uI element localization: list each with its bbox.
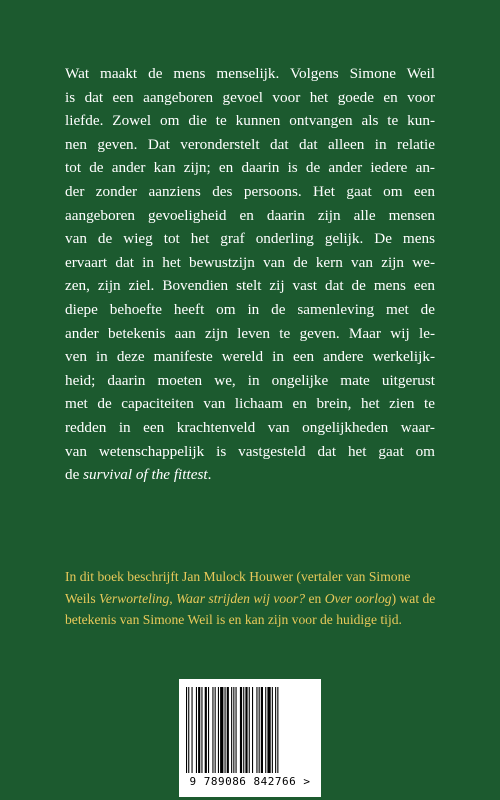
body-line: diepe behoefte heeft om in de samenleving met de [65, 300, 435, 318]
blurb-line: In dit boek beschrijft Jan Mulock Houwer (vertaler van Simone [65, 569, 411, 584]
body-line: ven in deze manifeste wereld in een andere werkelijk- [65, 348, 435, 366]
blurb-title-verworteling: Verworteling [99, 590, 170, 606]
barcode-bar [261, 687, 263, 773]
body-line: nen geven. Dat veronderstelt dat dat alleen in relatie [65, 135, 435, 153]
body-line: zen, zijn ziel. Bovendien stelt zij vast dat de mens een [65, 277, 435, 295]
barcode-bar [212, 687, 213, 773]
body-line: met de capaciteiten van lichaam en brein, het zien te [65, 395, 435, 413]
barcode-bar [272, 687, 273, 773]
barcode-bar [231, 687, 232, 773]
body-last-line [65, 463, 435, 487]
barcode-bar [205, 687, 207, 773]
body-last-prefix: de [65, 466, 84, 484]
barcode-bar [225, 687, 226, 773]
blurb-text: en [305, 590, 325, 606]
blurb-text: ) wat de [391, 590, 436, 606]
barcode-bar [256, 687, 257, 773]
barcode-bar [192, 687, 193, 773]
barcode-bar [249, 687, 250, 773]
barcode-bar [267, 687, 270, 773]
barcode-bar [208, 687, 209, 773]
barcode-bar [227, 687, 229, 773]
body-line: is dat een aangeboren gevoel voor het goede en voor [65, 88, 435, 106]
barcode-bar [186, 687, 187, 773]
barcode-digits: 9 789086 842766 > [189, 775, 311, 788]
barcode-bar [236, 687, 237, 773]
body-line: van wetenschappelijk is vastgesteld dat het gaat om [65, 442, 435, 460]
blurb-line [65, 588, 435, 610]
body-last-suffix: . [207, 466, 212, 484]
blurb-text: Weils [65, 590, 100, 606]
barcode-bar [275, 687, 276, 773]
barcode-bars [184, 687, 316, 773]
barcode-bar [215, 687, 216, 773]
barcode-bar [220, 687, 223, 773]
body-line: tot de ander kan zijn; en daarin is de ander iedere an- [65, 159, 435, 177]
barcode-bar [265, 687, 266, 773]
barcode-bar [259, 687, 260, 773]
barcode-bar [243, 687, 244, 773]
body-line: redden in een krachtenveld van ongelijkheden waar- [65, 418, 435, 436]
body-line: ervaart dat in het bewustzijn van de kern van zijn we- [65, 253, 435, 271]
barcode-bar [277, 687, 278, 773]
body-line: ander betekenis aan zijn leven te geven. Maar wij le- [65, 324, 435, 342]
blurb-title-waar-strijden: Waar strijden wij voor? [176, 590, 306, 606]
body-line: der zonder aanziens des persoons. Het gaat om een [65, 182, 435, 200]
barcode-bar [198, 687, 200, 773]
barcode-bar [218, 687, 219, 773]
body-last-italic: survival of the fittest [83, 466, 208, 484]
blurb-title-over-oorlog: Over oorlog [324, 590, 392, 606]
barcode-bar [188, 687, 189, 773]
body-line: van de wieg tot het graf onderling gelijk. De mens [65, 230, 435, 248]
barcode-bar [233, 687, 234, 773]
isbn-barcode [179, 679, 321, 797]
body-line: liefde. Zowel om die te kunnen ontvangen als te kun- [65, 112, 435, 130]
body-line: Wat maakt de mens menselijk. Volgens Simone Weil [65, 65, 435, 82]
barcode-bar [245, 687, 247, 773]
blurb-text: , [169, 590, 177, 606]
barcode-bar [196, 687, 197, 773]
blurb-line: betekenis van Simone Weil is en kan zijn voor de huidige tijd. [65, 612, 402, 628]
book-blurb [65, 566, 435, 631]
body-line: aangeboren gevoeligheid en daarin zijn alle mensen [65, 206, 435, 224]
barcode-bar [201, 687, 202, 773]
back-cover-body-text [65, 62, 435, 487]
barcode-bar [252, 687, 253, 773]
barcode-bar [240, 687, 242, 773]
body-line: heid; daarin moeten we, in ongelijke mate uitgerust [65, 371, 435, 389]
